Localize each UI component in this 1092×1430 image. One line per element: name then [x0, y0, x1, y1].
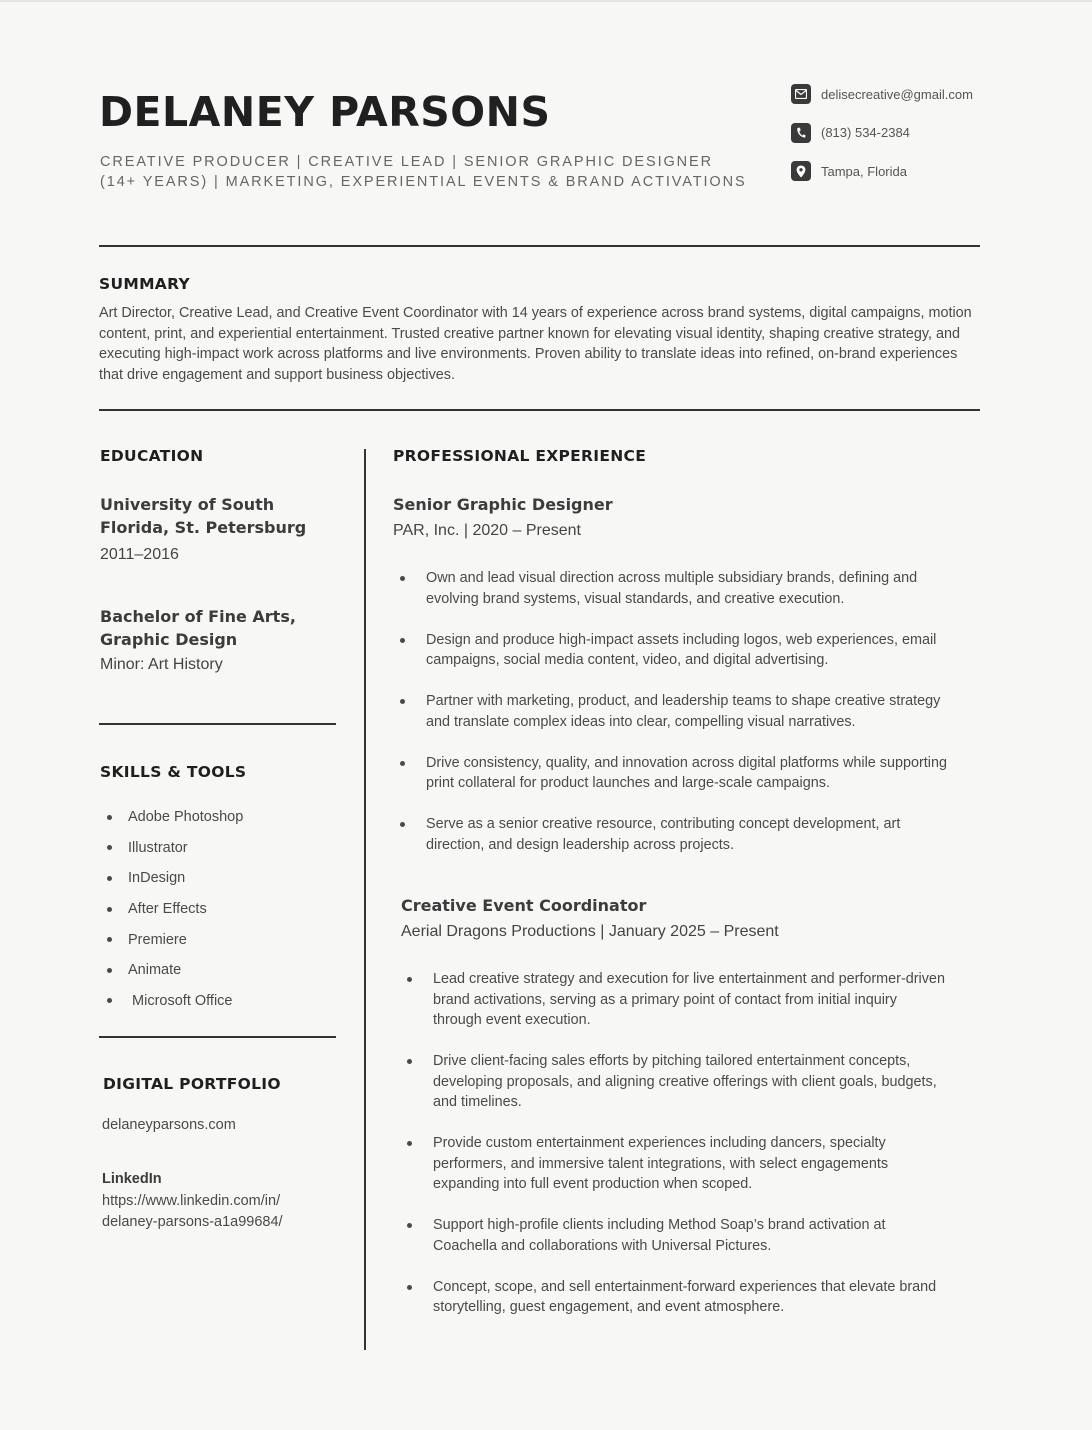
job-company: PAR, Inc. | 2020 – Present: [393, 522, 581, 539]
list-item: [107, 986, 243, 1017]
tagline-line-2: (14+ YEARS) | MARKETING, EXPERIENTIAL EVENTS & BRAND ACTIVATIONS: [100, 174, 747, 190]
list-item: [407, 1277, 947, 1318]
contact-phone[interactable]: (813) 534-2384: [821, 125, 910, 140]
bullet-dot: [107, 815, 112, 820]
phone-icon: [791, 123, 811, 143]
bullet-text: Drive consistency, quality, and innovation across digital platforms while supporting print collateral for product launches and large-scale campaigns.: [426, 754, 947, 791]
list-item: [107, 955, 243, 986]
bullet-text: Lead creative strategy and execution for live entertainment and performer-driven brand activations, serving as a primary point of contact from initial inquiry through event execution.: [433, 971, 945, 1028]
list-item: [407, 1051, 947, 1113]
list-item: [407, 969, 947, 1031]
list-item: [107, 894, 243, 925]
bullet-dot: [407, 1223, 412, 1228]
tagline-line-1: CREATIVE PRODUCER | CREATIVE LEAD | SENIOR GRAPHIC DESIGNER: [100, 154, 713, 170]
bullet-dot: [107, 968, 112, 973]
contact-email[interactable]: delisecreative@gmail.com: [821, 86, 973, 102]
summary-divider: [99, 409, 980, 411]
page-top-edge: [0, 0, 1092, 2]
bullet-dot: [400, 822, 405, 827]
linkedin-url-line-2[interactable]: delaney-parsons-a1a99684/: [102, 1213, 283, 1230]
bullet-dot: [400, 761, 405, 766]
headline-tagline: [100, 152, 780, 192]
location-icon: [791, 161, 811, 181]
bullet-text: Design and produce high-impact assets including logos, web experiences, email campaigns, social media content, video, and digital advertising.: [426, 631, 937, 668]
summary-heading: SUMMARY: [99, 275, 191, 293]
list-item: [407, 1215, 947, 1256]
list-item: [107, 924, 243, 955]
skill-label: Animate: [128, 962, 182, 979]
column-divider: [364, 449, 366, 1350]
job-title: Senior Graphic Designer: [393, 495, 613, 514]
portfolio-heading: DIGITAL PORTFOLIO: [103, 1075, 281, 1093]
skill-label: InDesign: [128, 870, 186, 887]
list-item: [400, 568, 960, 609]
list-item: [400, 630, 960, 671]
job-title: Creative Event Coordinator: [401, 896, 647, 915]
skills-list: [107, 802, 243, 1016]
education-years: 2011–2016: [100, 546, 179, 563]
bullet-text: Serve as a senior creative resource, contributing concept development, art direction, and design leadership across projects.: [426, 816, 901, 853]
applicant-name: DELANEY PARSONS: [99, 88, 551, 136]
skill-label: Adobe Photoshop: [128, 809, 244, 826]
contact-email-row[interactable]: [791, 83, 973, 105]
bullet-dot: [107, 998, 112, 1003]
job-company: Aerial Dragons Productions | January 2025 – Present: [401, 923, 779, 940]
list-item: [400, 691, 960, 732]
bullet-dot: [407, 1285, 412, 1290]
job-bullets: [407, 969, 947, 1338]
list-item: [107, 802, 243, 833]
contact-block: [791, 83, 973, 199]
list-item: [407, 1133, 947, 1195]
skill-label: Microsoft Office: [128, 992, 233, 1009]
bullet-text: Concept, scope, and sell entertainment-forward experiences that elevate brand storytelling, guest engagement, and event atmosphere.: [433, 1278, 937, 1315]
bullet-text: Provide custom entertainment experiences including dancers, specialty performers, and immersive talent integrations, with select engagements expanding into full event production when scoped.: [433, 1135, 889, 1192]
education-minor: Minor: Art History: [100, 656, 223, 673]
skill-label: Premiere: [128, 931, 187, 948]
bullet-dot: [400, 638, 405, 643]
bullet-dot: [407, 977, 412, 982]
bullet-text: Drive client-facing sales efforts by pitching tailored entertainment concepts, developing proposals, and aligning creative offerings with client goals, budgets, and timelines.: [433, 1053, 937, 1110]
portfolio-link[interactable]: delaneyparsons.com: [102, 1117, 236, 1133]
list-item: [400, 814, 960, 855]
experience-heading: PROFESSIONAL EXPERIENCE: [393, 447, 647, 465]
bullet-dot: [407, 1059, 412, 1064]
list-item: [400, 753, 960, 794]
bullet-dot: [400, 576, 405, 581]
contact-location-row: [791, 160, 973, 182]
bullet-dot: [107, 937, 112, 942]
bullet-dot: [107, 876, 112, 881]
bullet-dot: [107, 845, 112, 850]
education-heading: EDUCATION: [100, 447, 204, 465]
bullet-dot: [407, 1141, 412, 1146]
skills-divider: [99, 1036, 336, 1038]
list-item: [107, 863, 243, 894]
bullet-text: Support high-profile clients including Method Soap’s brand activation at Coachella and collaborations with Universal Pictures.: [433, 1217, 886, 1254]
bullet-text: Partner with marketing, product, and leadership teams to shape creative strategy and translate complex ideas into clear, compelling visual narratives.: [426, 693, 941, 730]
contact-phone-row[interactable]: [791, 122, 973, 144]
linkedin-label: LinkedIn: [102, 1171, 162, 1187]
bullet-dot: [107, 907, 112, 912]
linkedin-link[interactable]: [102, 1191, 342, 1232]
summary-text: Art Director, Creative Lead, and Creative Event Coordinator with 14 years of experience across brand systems, digital campaigns, motion content, print, and experiential entertainment. Trusted creative partner known for elevating visual identity, shaping creative strategy, and executing high-impact work across platforms and live environments. Proven ability to translate ideas into refined, on-brand experiences that drive engagement and support business objectives.: [99, 305, 972, 383]
education-divider: [99, 723, 336, 725]
linkedin-url-line-1[interactable]: https://www.linkedin.com/in/: [102, 1193, 281, 1209]
skill-label: After Effects: [128, 901, 207, 918]
job-bullets: [400, 568, 960, 876]
bullet-dot: [400, 699, 405, 704]
education-degree: Bachelor of Fine Arts, Graphic Design: [100, 607, 296, 649]
list-item: [107, 833, 243, 864]
skill-label: Illustrator: [128, 839, 188, 856]
contact-location: Tampa, Florida: [821, 163, 907, 179]
bullet-text: Own and lead visual direction across multiple subsidiary brands, defining and evolving brand systems, visual standards, and creative execution.: [426, 570, 918, 607]
skills-heading: SKILLS & TOOLS: [100, 763, 247, 781]
education-school: University of South Florida, St. Petersburg: [100, 495, 307, 537]
header-divider: [99, 245, 980, 247]
email-icon: [791, 84, 811, 104]
